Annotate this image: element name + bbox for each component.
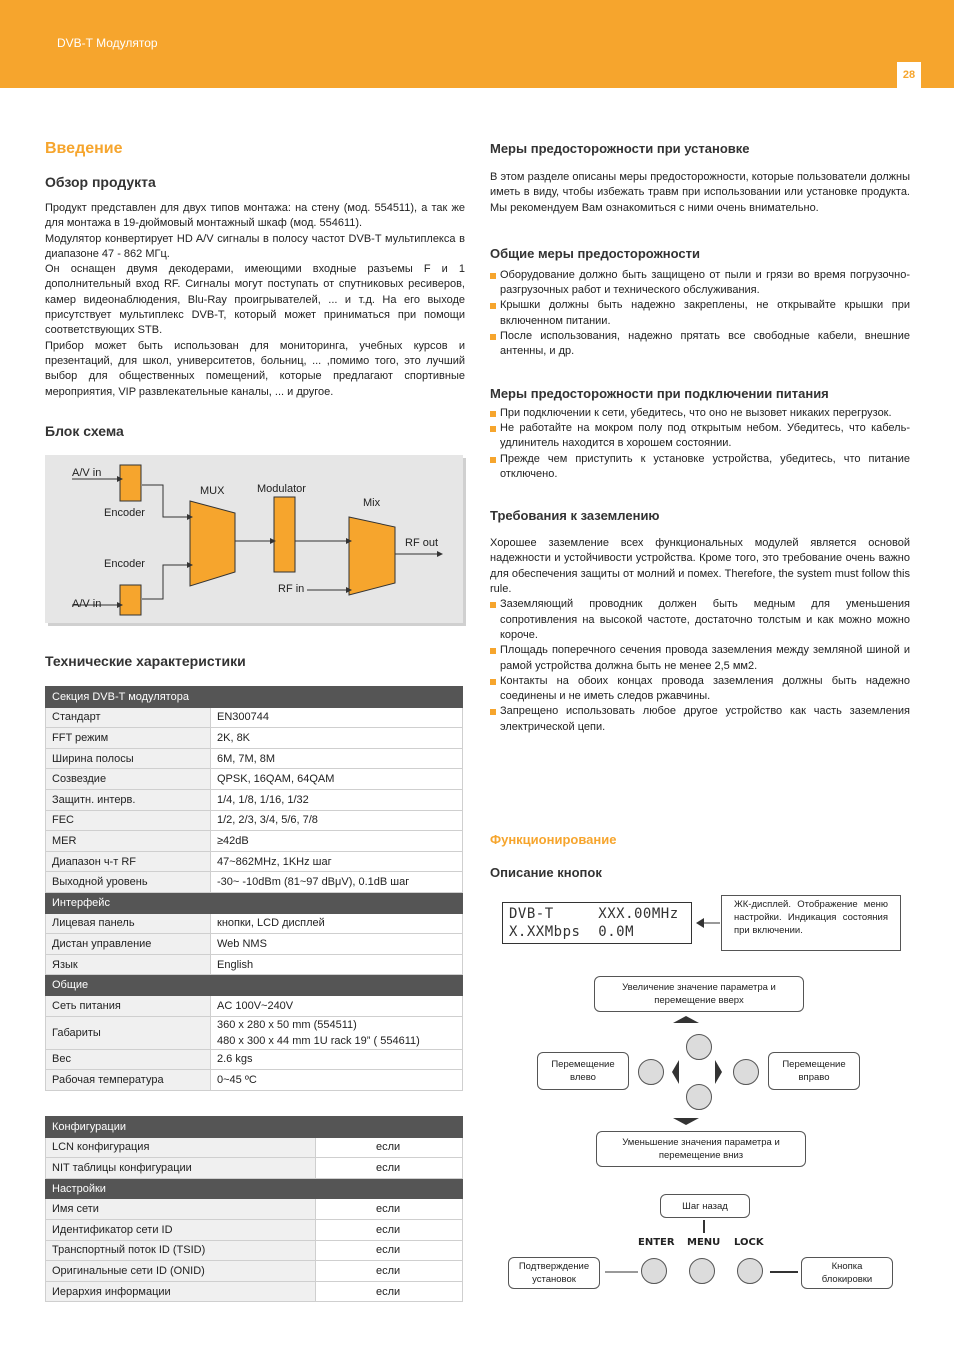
arrow-head bbox=[437, 551, 443, 557]
row-label: MER bbox=[46, 831, 211, 852]
left-column bbox=[45, 140, 465, 439]
row-value: если bbox=[316, 1240, 463, 1261]
table-row bbox=[46, 851, 463, 872]
row-label: Вес bbox=[46, 1049, 211, 1070]
list-item: Крышки должны быть надежно закреплены, не открывайте крышки при включенном питании. bbox=[490, 298, 910, 329]
row-value: если bbox=[316, 1219, 463, 1240]
install-precautions-text: В этом разделе описаны меры предосторожности, которые пользователи должны иметь в виду, чтобы избежать травм при использовании или установке продукта. Мы рекомендуем Вам ознакомиться с ними очень внимательно. bbox=[490, 171, 910, 214]
row-label: NIT таблицы конфигурации bbox=[46, 1158, 316, 1179]
table-row bbox=[46, 1049, 463, 1070]
row-label: FFT режим bbox=[46, 728, 211, 749]
av-in-top-label: A/V in bbox=[72, 467, 102, 479]
lcd-info-box: ЖК-дисплей. Отображение меню настройки. Индикация состояния при включении. bbox=[721, 895, 901, 951]
list-item: Контакты на обоих концах провода заземления должны быть надежно соединены и не иметь следов ржавчины. bbox=[490, 674, 910, 705]
mux-block bbox=[190, 501, 235, 586]
down-button[interactable] bbox=[686, 1084, 712, 1110]
table-row bbox=[46, 1219, 463, 1240]
row-value: кнопки, LCD дисплей bbox=[211, 913, 463, 934]
rf-in-label: RF in bbox=[278, 583, 305, 595]
right-label-box: Перемещение вправо bbox=[768, 1052, 860, 1090]
document-title: DVB-T Модулятор bbox=[57, 36, 158, 50]
row-value: если bbox=[316, 1137, 463, 1158]
table-row bbox=[46, 769, 463, 790]
page-number: 28 bbox=[897, 62, 921, 88]
grounding-list bbox=[490, 597, 910, 735]
list-item: Не работайте на мокром полу под открытым небом. Убедитесь, что кабель-удлинитель находится в хорошем состоянии. bbox=[490, 421, 910, 452]
list-item: После использования, надежно прятать все свободные кабели, внешние антенны, и др. bbox=[490, 329, 910, 360]
enter-key-label: ENTER bbox=[638, 1237, 675, 1248]
lcd-line-2: X.XXMbps 0.0M bbox=[509, 924, 635, 940]
table-row bbox=[46, 1070, 463, 1091]
encoder-bottom-block bbox=[120, 585, 141, 615]
overview-paragraph: Прибор может быть использован для мониторинга, учебных курсов и презентаций, для школ, университетов, больниц, ... ,помимо того, это лучший выбор для общественных помещений, которые предлагают спортивные мероприятия, VIP развлекательные каналы, ... и другое. bbox=[45, 339, 465, 398]
grounding-heading: Требования к заземлению bbox=[490, 508, 660, 524]
table-row bbox=[46, 1158, 463, 1179]
section-title: Конфигурации bbox=[46, 1117, 463, 1138]
section-title: Интерфейс bbox=[46, 892, 463, 913]
row-value: если bbox=[316, 1199, 463, 1220]
row-value: 1/4, 1/8, 1/16, 1/32 bbox=[211, 789, 463, 810]
table-section-header bbox=[46, 1117, 463, 1138]
operation-heading: Функционирование bbox=[490, 832, 617, 847]
section-title: Общие bbox=[46, 975, 463, 996]
row-value: 6M, 7M, 8M bbox=[211, 748, 463, 769]
table-section-header bbox=[46, 975, 463, 996]
power-precautions-list bbox=[490, 406, 910, 482]
left-arrow-icon bbox=[672, 1060, 679, 1084]
buttons-heading: Описание кнопок bbox=[490, 865, 602, 880]
right-button[interactable] bbox=[733, 1059, 759, 1085]
row-label: Рабочая температура bbox=[46, 1070, 211, 1091]
row-label: FEC bbox=[46, 810, 211, 831]
modulator-block bbox=[274, 497, 295, 572]
row-value: -30~ -10dBm (81~97 dBμV), 0.1dB шаг bbox=[211, 872, 463, 893]
right-column bbox=[490, 140, 910, 880]
row-label: Сеть питания bbox=[46, 995, 211, 1016]
up-arrow-icon bbox=[673, 1016, 699, 1023]
row-label: Созвездие bbox=[46, 769, 211, 790]
block-diagram-svg bbox=[45, 455, 463, 623]
mix-label: Mix bbox=[363, 497, 381, 509]
table-row bbox=[46, 995, 463, 1016]
lock-button[interactable] bbox=[737, 1258, 763, 1284]
table-row bbox=[46, 810, 463, 831]
grounding-text: Хорошее заземление всех функциональных модулей является основой надежности и устойчивости устройства. Кроме того, это требование очень важно для обеспечения защиты от молний и помех. Therefore, the system must follow this rule. bbox=[490, 537, 910, 596]
list-item: Оборудование должно быть защищено от пыли и грязи во время погрузочно-разгрузочных работ и технического обслуживания. bbox=[490, 268, 910, 299]
table-section-header bbox=[46, 1178, 463, 1199]
row-value: Web NMS bbox=[211, 934, 463, 955]
button-panel bbox=[490, 890, 910, 1310]
table-row bbox=[46, 1016, 463, 1049]
enter-button[interactable] bbox=[641, 1258, 667, 1284]
down-arrow-icon bbox=[673, 1118, 699, 1125]
lcd-pointer-arrow bbox=[696, 918, 704, 928]
row-label: Транспортный поток ID (TSID) bbox=[46, 1240, 316, 1261]
encoder-bottom-link bbox=[142, 565, 190, 599]
header-bar bbox=[0, 0, 954, 88]
specs-heading: Технические характеристики bbox=[45, 653, 246, 669]
row-label: Иерархия информации bbox=[46, 1281, 316, 1302]
up-button[interactable] bbox=[686, 1034, 712, 1060]
row-label: Габариты bbox=[46, 1016, 211, 1049]
row-value: 1/2, 2/3, 3/4, 5/6, 7/8 bbox=[211, 810, 463, 831]
row-label: Диапазон ч-т RF bbox=[46, 851, 211, 872]
list-item: Площадь поперечного сечения провода заземления между земляной шиной и рамой устройства должна быть не менее 2,5 мм2. bbox=[490, 643, 910, 674]
row-value: 2K, 8K bbox=[211, 728, 463, 749]
overview-heading: Обзор продукта bbox=[45, 174, 156, 190]
table-row bbox=[46, 934, 463, 955]
up-label-box: Увеличение значение параметра и перемещение вверх bbox=[594, 976, 804, 1012]
table-row bbox=[46, 954, 463, 975]
right-arrow-icon bbox=[715, 1060, 722, 1084]
list-item: Заземляющий проводник должен быть медным для уменьшения сопротивления на высокой частоте, достаточно толстым и как можно можно короче. bbox=[490, 597, 910, 643]
block-diagram bbox=[45, 455, 463, 623]
overview-paragraph: Модулятор конвертирует HD A/V сигналы в полосу частот DVB-T мультиплекса в диапазоне 47 - 862 МГц. bbox=[45, 232, 465, 260]
section-title: Настройки bbox=[46, 1178, 463, 1199]
table-section-header bbox=[46, 892, 463, 913]
encoder-top-block bbox=[120, 465, 141, 501]
row-label: Стандарт bbox=[46, 707, 211, 728]
list-item: Прежде чем приступить к установке устройства, убедитесь, что питание отключено. bbox=[490, 452, 910, 483]
row-label: Язык bbox=[46, 954, 211, 975]
row-label: Выходной уровень bbox=[46, 872, 211, 893]
row-label: Дистан управление bbox=[46, 934, 211, 955]
overview-paragraph: Он оснащен двумя декодерами, имеющими входные разъемы F и 1 дополнительный вход RF. Сигналы могут поступать от спутниковых ресиверов, камер видеонаблюдения, Blu-Ray проигрывателей, ... и т.д. На его выходе присутствует мультиплекс DVB-T, который может приниматься при помощи соответствующих STB. bbox=[45, 263, 465, 337]
table-row bbox=[46, 789, 463, 810]
intro-heading: Введение bbox=[45, 140, 123, 157]
menu-button[interactable] bbox=[689, 1258, 715, 1284]
left-label-box: Перемещение влево bbox=[537, 1052, 629, 1090]
table-row bbox=[46, 1281, 463, 1302]
table-row bbox=[46, 1199, 463, 1220]
table-row bbox=[46, 1261, 463, 1282]
row-label: LCN конфигурация bbox=[46, 1137, 316, 1158]
row-label: Ширина полосы bbox=[46, 748, 211, 769]
row-label: Идентификатор сети ID bbox=[46, 1219, 316, 1240]
row-label: Лицевая панель bbox=[46, 913, 211, 934]
specs-table bbox=[45, 686, 463, 1091]
rf-out-label: RF out bbox=[405, 537, 439, 549]
down-label-box: Уменьшение значения параметра и перемещение вниз bbox=[596, 1131, 806, 1167]
row-value: 2.6 kgs bbox=[211, 1049, 463, 1070]
table-row bbox=[46, 1137, 463, 1158]
power-precautions-heading: Меры предосторожности при подключении питания bbox=[490, 385, 829, 401]
back-label-box: Шаг назад bbox=[660, 1194, 750, 1218]
config-table bbox=[45, 1116, 463, 1302]
section-title: Секция DVB-T модулятора bbox=[46, 687, 463, 708]
list-item: Запрещено использовать любое другое устройство как часть заземления электрической цепи. bbox=[490, 704, 910, 735]
row-value: если bbox=[316, 1281, 463, 1302]
row-value: English bbox=[211, 954, 463, 975]
overview-text bbox=[45, 201, 465, 400]
row-label: Оригинальные сети ID (ONID) bbox=[46, 1261, 316, 1282]
lock-key-label: LOCK bbox=[734, 1237, 764, 1248]
lcd-line-1: DVB-T XXX.00MHz bbox=[509, 906, 679, 922]
row-value: EN300744 bbox=[211, 707, 463, 728]
table-row bbox=[46, 913, 463, 934]
modulator-label: Modulator bbox=[257, 483, 306, 495]
table-row bbox=[46, 831, 463, 852]
table-row bbox=[46, 728, 463, 749]
left-button[interactable] bbox=[638, 1059, 664, 1085]
row-value: если bbox=[316, 1158, 463, 1179]
row-value: 0~45 ºC bbox=[211, 1070, 463, 1091]
overview-paragraph: Продукт представлен для двух типов монтажа: на стену (мод. 554511), а так же для монтажа в 19-дюймовый монтажный шкаф (мод. 554611). bbox=[45, 202, 465, 230]
row-value: 360 x 280 x 50 mm (554511) 480 x 300 x 44 mm 1U rack 19” ( 554611) bbox=[211, 1016, 463, 1049]
row-value: ≥42dB bbox=[211, 831, 463, 852]
encoder-top-label: Encoder bbox=[104, 507, 145, 519]
row-label: Имя сети bbox=[46, 1199, 316, 1220]
install-precautions-heading: Меры предосторожности при установке bbox=[490, 141, 750, 156]
row-value: QPSK, 16QAM, 64QAM bbox=[211, 769, 463, 790]
row-label: Защитн. интерв. bbox=[46, 789, 211, 810]
mix-block bbox=[349, 517, 395, 595]
encoder-top-link bbox=[142, 485, 190, 517]
av-in-bottom-label: A/V in bbox=[72, 598, 102, 610]
table-row bbox=[46, 748, 463, 769]
table-row bbox=[46, 707, 463, 728]
row-value: если bbox=[316, 1261, 463, 1282]
lock-label-box: Кнопка блокировки bbox=[801, 1257, 893, 1289]
general-precautions-list bbox=[490, 268, 910, 360]
list-item: При подключении к сети, убедитесь, что оно не вызовет никаких перегрузок. bbox=[490, 406, 910, 421]
encoder-bottom-label: Encoder bbox=[104, 558, 145, 570]
row-value: 47~862MHz, 1KHz шаг bbox=[211, 851, 463, 872]
mux-label: MUX bbox=[200, 485, 225, 497]
confirm-label-box: Подтверждение установок bbox=[508, 1257, 600, 1289]
row-value: AC 100V~240V bbox=[211, 995, 463, 1016]
table-section-header bbox=[46, 687, 463, 708]
general-precautions-heading: Общие меры предосторожности bbox=[490, 245, 700, 261]
table-row bbox=[46, 872, 463, 893]
block-diagram-heading: Блок схема bbox=[45, 423, 124, 439]
table-row bbox=[46, 1240, 463, 1261]
menu-key-label: MENU bbox=[687, 1237, 721, 1248]
